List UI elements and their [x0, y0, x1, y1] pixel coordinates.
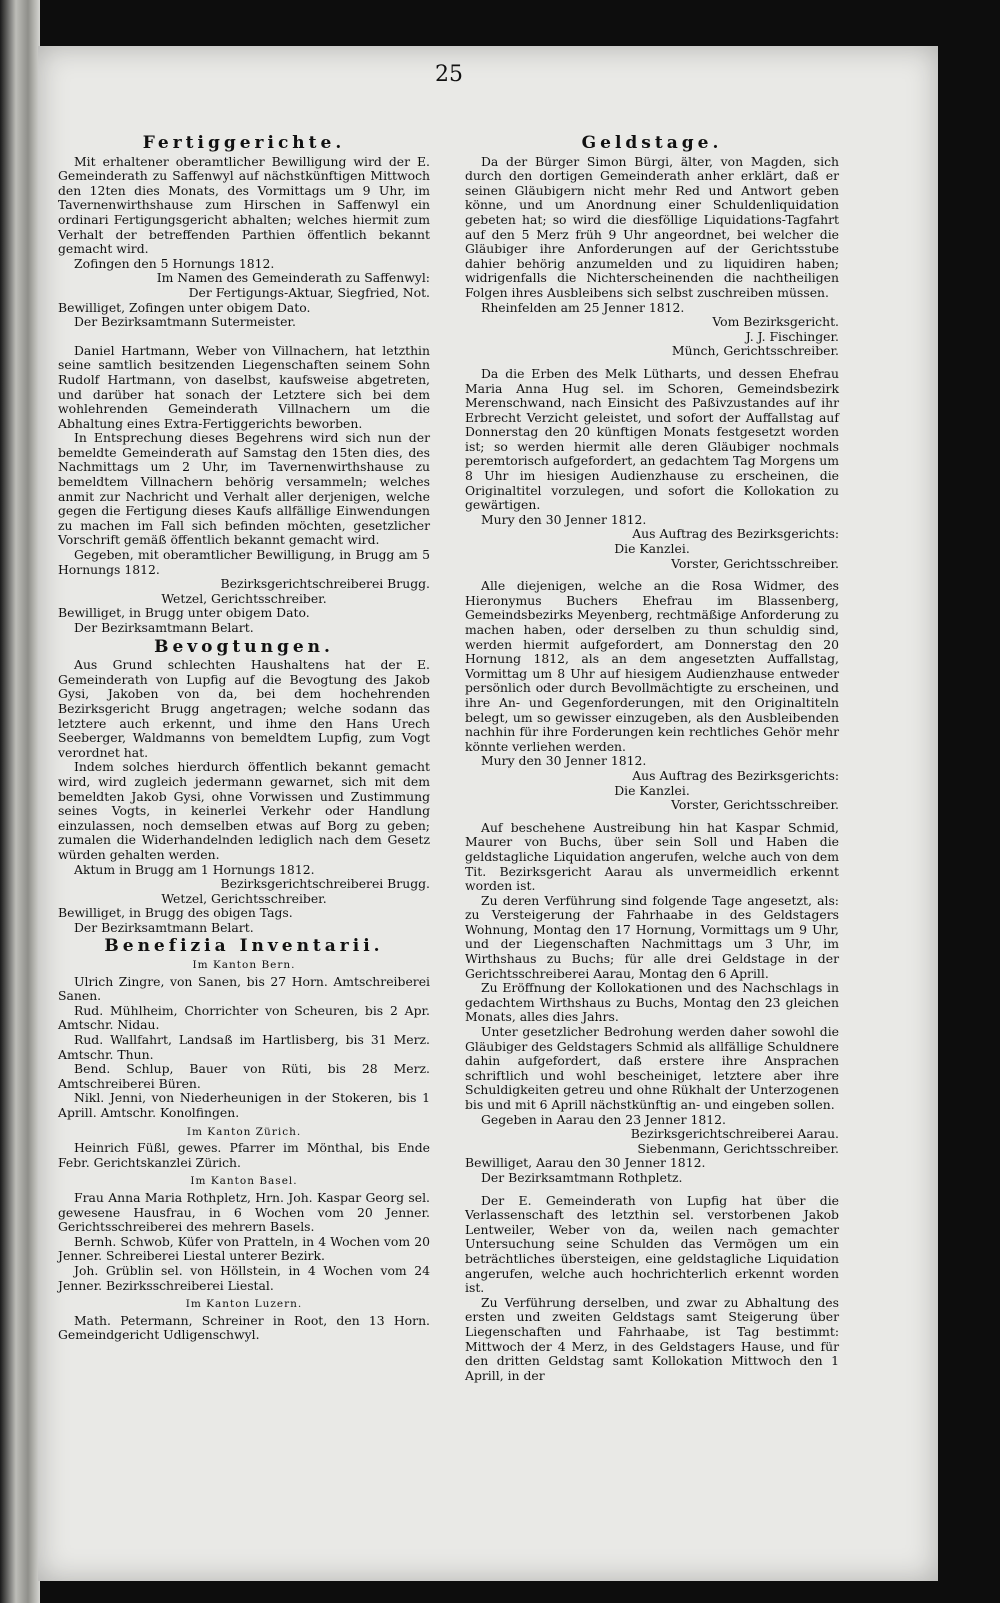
notice-date: Mury den 30 Jenner 1812.: [481, 511, 647, 527]
list-item: Math. Petermann, Schreiner in Root, den 13 Horn. Gemeindgericht Udligenschwyl.: [58, 1312, 430, 1343]
canton-subheading: Im Kanton Zürich.: [186, 1125, 302, 1138]
list-item: Rud. Mühlheim, Chorrichter von Scheuren, bis 2 Apr. Amtschr. Nidau.: [58, 1002, 430, 1033]
notice-signature: Vom Bezirksgericht.: [712, 314, 839, 330]
notice-date: Gegeben in Aarau den 23 Jenner 1812.: [481, 1111, 726, 1127]
left-column: [58, 132, 430, 1343]
notice-body: Der E. Gemeinderath von Lupfig hat über die Verlassenschaft des letzthin sel. verstorbenen Jakob Lentweiler, Weber von da, weilen nach gemachter Untersuchung seine Schulden das Vermögen um ein beträchtliches übersteigen, eine geldstagliche Liquidation angerufen, welche auch hochrichterlich erkennt worden ist.: [465, 1192, 839, 1296]
notice-date: Mury den 30 Jenner 1812.: [481, 753, 647, 769]
section-heading-fertiggerichte: Fertiggerichte.: [142, 133, 346, 153]
notice-body: Unter gesetzlicher Bedrohung werden daher sowohl die Gläubiger des Geldstagers Schmid als allfällige Schuldnere dahin aufgefordert, daß erstere ihre Ansprachen schriftlich und wohl bescheiniget, letztere aber ihre Schuldigkeiten getreu und ohne Rükhalt der Unterzogenen bis und mit 6 Aprill nächstkünftig an- und eingeben sollen.: [465, 1024, 840, 1112]
notice-signature: Aus Auftrag des Bezirksgerichts:: [632, 767, 839, 783]
notice-body: Zu Verführung derselben, und zwar zu Abhaltung des ersten und zweiten Geldstags samt Steigerung über Liegenschaften und Fahrhaabe, ist Tag bestimmt: Mittwoch der 4 Merz, in des Geldstagers Hause, und für den dritten Geldstag samt Kollokation Mittwoch den 1 Aprill, in der: [465, 1294, 839, 1383]
list-item: Ulrich Zingre, von Sanen, bis 27 Horn. Amtschreiberei Sanen.: [58, 973, 430, 1004]
notice-signature: Der Fertigungs-Aktuar, Siegfried, Not.: [188, 284, 430, 300]
section-heading-benefizia: Benefizia Inventarii.: [104, 936, 384, 957]
notice-official: Der Bezirksamtmann Belart.: [74, 919, 254, 935]
notice-body: Zu Eröffnung der Kollokationen und des Nachschlags in gedachtem Wirthshaus zu Buchs, Montag den 23 gleichen Monats, alles dies Jahrs.: [465, 980, 839, 1025]
notice-body: Da der Bürger Simon Bürgi, älter, von Magden, sich durch den dortigen Gemeinderath anher erklärt, daß er seinen Gläubigern nicht mehr Red und Antwort geben könne, und um Anordnung einer Schuldenliquidation gebeten hat; so wird die diesföllige Liquidations-Tagfahrt auf den 5 Merz früh 9 Uhr angeordnet, bei welcher die Gläubiger ihre Anforderungen auf der Gerichtsstube dahier behörig anzumelden und zu liquidiren haben; widrigenfalls die Nichterscheinenden die nachtheiligen Folgen ihres Ausbleibens sich selbst zuschreiben müssen.: [465, 153, 839, 300]
notice-signature: Bezirksgerichtschreiberei Aarau.: [630, 1126, 839, 1142]
notice-signature: Vorster, Gerichtsschreiber.: [671, 555, 839, 571]
notice-signature: Vorster, Gerichtsschreiber.: [671, 797, 839, 813]
page-curl: [0, 0, 40, 1603]
notice-official: Der Bezirksamtmann Rothpletz.: [481, 1169, 683, 1185]
notice-approval: Bewilliget, Aarau den 30 Jenner 1812.: [465, 1155, 706, 1171]
notice-body: Aus Grund schlechten Haushaltens hat der E. Gemeinderath von Lupfig auf die Bevogtung des Jakob Gysi, Jakoben von da, bei dem hochehrenden Bezirksgericht Brugg angetragen; welche sodann das letztere auch erkennt, und ihme den Hans Urech Seeberger, Waldmanns von bemeldtem Lupfig, zum Vogt verordnet hat.: [58, 657, 430, 760]
notice-approval: Bewilliget, Zofingen unter obigem Dato.: [58, 299, 311, 315]
notice-body: In Entsprechung dieses Begehrens wird sich nun der bemeldte Gemeinderath auf Samstag den 15ten dies, des Nachmittags um 2 Uhr, im Tavernenwirthshause zu bemeldtem Villnachern behörig versammeln; welches anmit zur Nachricht und Verhalt aller derjenigen, welche gegen die Fertigung dieses Kaufs allfällige Einwendungen zu machen im Fall sich befinden möchten, gesetzlicher Vorschrift gemäß öffentlich bekannt gemacht wird.: [58, 430, 430, 548]
notice-date: Zofingen den 5 Hornungs 1812.: [74, 255, 275, 271]
list-item: Heinrich Füßl, gewes. Pfarrer im Mönthal, bis Ende Febr. Gerichtskanzlei Zürich.: [58, 1140, 430, 1170]
notice-official: Der Bezirksamtmann Sutermeister.: [74, 314, 296, 330]
notice-official: Der Bezirksamtmann Belart.: [74, 620, 254, 635]
right-column: [465, 132, 839, 1383]
notice-body: Alle diejenigen, welche an die Rosa Widmer, des Hieronymus Buchers Ehefrau im Blassenberg, Gemeindsbezirks Meyenberg, rechtmäßige Anforderung zu machen haben, oder derselben zu thun schuldig sind, werden hiermit aufgefordert, am Donnerstag den 20 Hornung 1812, als an dem angesetzten Auffallstag, Vormittag um 8 Uhr auf hiesigem Audienzhause entweder persönlich oder durch Bevollmächtigte zu erscheinen, und ihre An- und Gegenforderungen, mit den Originaltiteln belegt, um so gewisser einzugeben, als den Ausbleibenden nachhin für ihre Forderungen kein rechtliches Gehör mehr könnte verliehen werden.: [465, 578, 839, 754]
notice-date: Gegeben, mit oberamtlicher Bewilligung, in Brugg am 5 Hornungs 1812.: [58, 547, 430, 577]
list-item: Bernh. Schwob, Küfer von Pratteln, in 4 Wochen vom 20 Jenner. Schreiberei Liestal unterer Bezirk.: [58, 1233, 430, 1264]
notice-signature: Die Kanzlei.: [614, 541, 690, 557]
notice-signature: Münch, Gerichtsschreiber.: [671, 343, 839, 359]
notice-approval: Bewilliget, in Brugg des obigen Tags.: [58, 905, 293, 921]
notice-body: Da die Erben des Melk Lütharts, und dessen Ehefrau Maria Anna Hug sel. im Schoren, Gemeindsbezirk Merenschwand, nach Einsicht des Paßivzustandes auf ihr Erbrecht Verzicht geleistet, und sofort der Auffallstag auf Donnerstag den 20 künftigen Monats festgesetzt worden ist; so werden hiermit alle deren Gläubiger nochmals peremtorisch aufgefordert, an gedachtem Tag Morgens um 8 Uhr im hiesigen Audienzhause zu erscheinen, die Originaltitel vorzulegen, und sofort die Kollokation zu gewärtigen.: [465, 365, 839, 513]
notice-signature: Bezirksgerichtschreiberei Brugg.: [220, 876, 430, 892]
notice-signature: Im Namen des Gemeinderath zu Saffenwyl:: [156, 270, 430, 286]
notice-signature: J. J. Fischinger.: [745, 328, 839, 344]
notice-body: Indem solches hierdurch öffentlich bekannt gemacht wird, wird zugleich jedermann gewarnet, sich mit dem bemeldten Jakob Gysi, ohne Vorwissen und Zustimmung seines Vogts, in keinerlei Verkehr oder Handlung einzulassen, noch demselben etwas auf Borg zu geben; zumalen die Widerhandelnden lediglich nach dem Gesetz würden gehalten werden.: [58, 759, 430, 862]
canton-subheading: Im Kanton Bern.: [192, 959, 296, 972]
list-item: Frau Anna Maria Rothpletz, Hrn. Joh. Kaspar Georg sel. gewesene Hausfrau, in 6 Wochen vom 20 Jenner. Gerichtsschreiberei des mehrern Basels.: [58, 1189, 430, 1235]
list-item: Bend. Schlup, Bauer von Rüti, bis 28 Merz. Amtschreiberei Büren.: [58, 1061, 430, 1091]
notice-signature: Aus Auftrag des Bezirksgerichts:: [632, 526, 839, 542]
notice-body: Daniel Hartmann, Weber von Villnachern, hat letzthin seine samtlich besitzenden Liegenschaften seinem Sohn Rudolf Hartmann, von daselbst, kaufsweise abgetreten, und darüber hat sonach der Letztere sich bei dem wohlehrenden Gemeinderath Villnachern um die Abhaltung eines Extra-Fertiggerichts beworben.: [58, 342, 430, 431]
canton-subheading: Im Kanton Basel.: [190, 1175, 298, 1188]
list-item: Nikl. Jenni, von Niederheunigen in der Stokeren, bis 1 Aprill. Amtschr. Konolfingen.: [58, 1090, 430, 1120]
notice-date: Aktum in Brugg am 1 Hornungs 1812.: [74, 861, 315, 877]
notice-signature: Wetzel, Gerichtsschreiber.: [161, 590, 327, 606]
notice-body: Mit erhaltener oberamtlicher Bewilligung wird der E. Gemeinderath zu Saffenwyl auf nächstkünftigen Mittwoch den 12ten dies Monats, des Vormittags um 9 Uhr, im Tavernenwirthshause zum Hirschen in Saffenwyl ein ordinari Fertigungsgericht abhalten; welches hiermit zum Verhalt der betreffenden Parthien öffentlich bekannt gemacht wird.: [58, 153, 430, 257]
notice-signature: Siebenmann, Gerichtsschreiber.: [637, 1140, 839, 1156]
list-item: Joh. Grüblin sel. von Höllstein, in 4 Wochen vom 24 Jenner. Bezirksschreiberei Liestal.: [58, 1262, 430, 1293]
notice-date: Rheinfelden am 25 Jenner 1812.: [481, 299, 685, 315]
notice-approval: Bewilliget, in Brugg unter obigem Dato.: [58, 605, 310, 621]
list-item: Rud. Wallfahrt, Landsaß im Hartlisberg, bis 31 Merz. Amtschr. Thun.: [58, 1032, 430, 1062]
section-heading-geldstage: Geldstage.: [581, 133, 723, 153]
notice-signature: Wetzel, Gerichtsschreiber.: [161, 890, 327, 906]
notice-signature: Die Kanzlei.: [614, 782, 690, 798]
section-heading-bevogtungen: Bevogtungen.: [154, 636, 334, 657]
notice-signature: Bezirksgerichtschreiberei Brugg.: [220, 576, 430, 592]
notice-body: Auf beschehene Austreibung hin hat Kaspar Schmid, Maurer von Buchs, über sein Soll und Haben die geldstagliche Liquidation angerufen, welche auch von dem Tit. Bezirksgericht Aarau als unvermeidlich erkennt worden ist.: [465, 819, 839, 894]
canton-subheading: Im Kanton Luzern.: [185, 1298, 303, 1311]
page-number: 25: [435, 62, 463, 87]
notice-body: Zu deren Verführung sind folgende Tage angesetzt, als: zu Versteigerung der Fahrhaabe in des Geldstagers Wohnung, Montag den 17 Hornung, Vormittags um 9 Uhr, und der Liegenschaften Nachmittags um 3 Uhr, im Wirthshaus zu Buchs; für alle drei Geldstage in der Gerichtsschreiberei Aarau, Montag den 6 Aprill.: [465, 892, 839, 981]
